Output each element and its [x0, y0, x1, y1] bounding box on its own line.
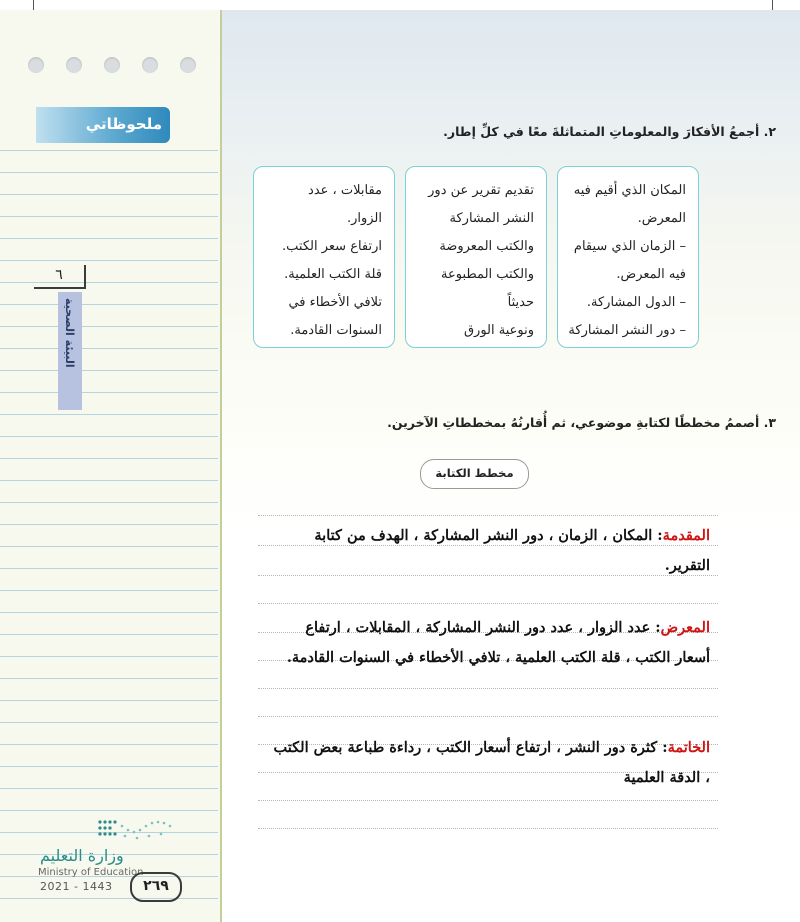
box-line: مقابلات ، عدد: [308, 183, 382, 198]
binder-hole: [142, 57, 158, 73]
notes-ruled-line: [0, 304, 218, 305]
writing-line: [258, 688, 718, 689]
notes-ruled-line: [0, 678, 218, 679]
info-box-2: [405, 166, 547, 348]
box-line: الزوار.: [346, 211, 382, 226]
notes-ruled-line: [0, 634, 218, 635]
notes-ruled-line: [0, 370, 218, 371]
body-label: المعرض: [660, 619, 710, 636]
box-line: النشر المشاركة: [449, 211, 534, 226]
notes-ruled-line: [0, 194, 218, 195]
box-line: والكتب المعروضة: [439, 239, 534, 254]
notes-ruled-line: [0, 810, 218, 811]
notes-ruled-line: [0, 722, 218, 723]
notes-ruled-line: [0, 326, 218, 327]
ministry-name-arabic: وزارة التعليم: [40, 846, 124, 865]
box-line: تقديم تقرير عن دور: [428, 183, 534, 198]
notes-ruled-line: [0, 766, 218, 767]
notes-ruled-line: [0, 524, 218, 525]
question-3: ٣. أصممُ مخططًا لكتابةِ موضوعي، ثم أُقارنُهُ بمخططاتِ الآخرين.: [387, 415, 776, 430]
writing-line: [258, 716, 718, 717]
body-text: : عدد الزوار ، عدد دور النشر المشاركة ، المقابلات ، ارتفاع أسعار الكتب ، قلة الكتب العلمية ، تلافي الأخطاء في السنوات القادمة.: [286, 619, 710, 666]
box-line: السنوات القادمة.: [290, 323, 382, 338]
edition-year: 2021 - 1443: [40, 880, 113, 893]
box-line: حديثاً: [507, 295, 534, 310]
notes-ruled-line: [0, 788, 218, 789]
unit-number: ٦: [34, 265, 86, 289]
notes-ruled-line: [0, 480, 218, 481]
conclusion-text: : كثرة دور النشر ، ارتفاع أسعار الكتب ، رداءة طباعة بعض الكتب ، الدقة العلمية: [273, 739, 710, 786]
ministry-logo-icon: [96, 814, 176, 844]
writing-line: [258, 800, 718, 801]
notes-ruled-line: [0, 590, 218, 591]
box-line: قلة الكتب العلمية.: [284, 267, 382, 282]
notes-ruled-line: [0, 392, 218, 393]
notes-ruled-line: [0, 436, 218, 437]
plan-introduction: [270, 521, 710, 581]
box-line: – دور النشر المشاركة: [568, 323, 686, 338]
writing-line: [258, 603, 718, 604]
notes-ruled-line: [0, 216, 218, 217]
conclusion-label: الخاتمة: [667, 739, 710, 756]
box-line: والكتب المطبوعة: [441, 267, 534, 282]
notes-ruled-line: [0, 898, 218, 899]
notes-ruled-line: [0, 348, 218, 349]
unit-label: البيئة الصحية: [63, 298, 76, 368]
box-line: ارتفاع سعر الكتب.: [282, 239, 382, 254]
box-line: فيه المعرض.: [616, 267, 686, 282]
notes-ruled-line: [0, 546, 218, 547]
box-line: ونوعية الورق: [463, 323, 534, 338]
binder-hole: [28, 57, 44, 73]
page-number: ٢٦٩: [130, 872, 182, 902]
notes-ruled-line: [0, 656, 218, 657]
unit-strip: [58, 292, 82, 410]
notes-ruled-line: [0, 568, 218, 569]
info-box-1: [557, 166, 699, 348]
binder-hole: [104, 57, 120, 73]
question-2: ٢. أجمعُ الأفكارَ والمعلوماتِ المتماثلةَ معًا في كلِّ إطار.: [443, 124, 776, 139]
plan-title-badge: مخطط الكتابة: [420, 459, 529, 489]
plan-body: [270, 613, 710, 673]
plan-conclusion: [270, 733, 710, 793]
info-box-3: [253, 166, 395, 348]
notes-ruled-line: [0, 260, 218, 261]
notes-ruled-line: [0, 172, 218, 173]
introduction-text: : المكان ، الزمان ، دور النشر المشاركة ، الهدف من كتابة التقرير.: [314, 527, 710, 574]
ministry-name-english: Ministry of Education: [38, 867, 144, 878]
box-line: – الدول المشاركة.: [586, 295, 686, 310]
writing-line: [258, 515, 718, 516]
notes-tab: [36, 107, 170, 143]
notes-ruled-line: [0, 238, 218, 239]
box-line: المعرض.: [637, 211, 686, 226]
notes-ruled-line: [0, 744, 218, 745]
notes-title: ملحوظاتي: [85, 115, 162, 133]
notes-ruled-line: [0, 150, 218, 151]
box-line: تلافي الأخطاء في: [288, 295, 382, 310]
notes-ruled-line: [0, 700, 218, 701]
notes-ruled-line: [0, 282, 218, 283]
writing-line: [258, 828, 718, 829]
introduction-label: المقدمة: [662, 527, 710, 544]
notes-sidebar: [0, 10, 222, 922]
notes-ruled-line: [0, 502, 218, 503]
binder-hole: [66, 57, 82, 73]
notes-ruled-line: [0, 414, 218, 415]
notes-ruled-line: [0, 458, 218, 459]
box-line: المكان الذي أقيم فيه: [573, 183, 686, 198]
binder-hole: [180, 57, 196, 73]
notes-ruled-line: [0, 612, 218, 613]
box-line: – الزمان الذي سيقام: [573, 239, 686, 254]
